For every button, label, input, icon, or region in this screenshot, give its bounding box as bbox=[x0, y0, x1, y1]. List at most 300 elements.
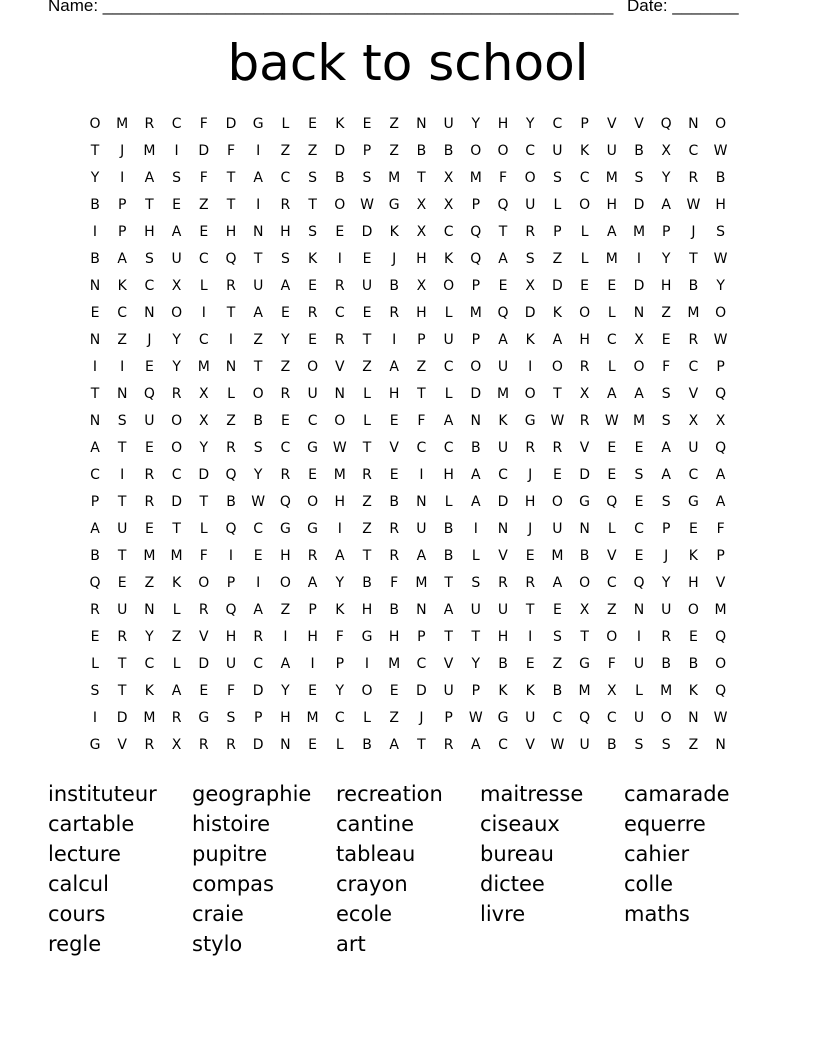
grid-letter: H bbox=[225, 629, 237, 645]
grid-letter: T bbox=[145, 197, 154, 213]
grid-letter: P bbox=[471, 197, 481, 213]
grid-letter: R bbox=[579, 359, 590, 375]
grid-letter: M bbox=[632, 413, 646, 429]
grid-letter: H bbox=[307, 629, 318, 645]
grid-letter: N bbox=[89, 278, 101, 294]
grid-letter: P bbox=[580, 116, 589, 132]
grid-letter: T bbox=[117, 440, 127, 456]
grid-letter: Q bbox=[579, 710, 591, 726]
grid-letter: M bbox=[388, 170, 401, 186]
grid-letter: V bbox=[498, 548, 508, 564]
grid-letter: N bbox=[416, 116, 427, 132]
grid-letter: V bbox=[607, 116, 617, 132]
grid-letter: R bbox=[525, 440, 536, 456]
grid-letter: T bbox=[525, 602, 535, 618]
grid-letter: S bbox=[634, 170, 644, 186]
grid-letter: I bbox=[473, 521, 478, 537]
grid-row bbox=[80, 138, 740, 165]
grid-letter: C bbox=[198, 251, 209, 267]
grid-letter: E bbox=[280, 305, 290, 321]
grid-letter: S bbox=[280, 251, 290, 267]
grid-letter: O bbox=[470, 359, 482, 375]
grid-letter: E bbox=[661, 332, 671, 348]
grid-letter: D bbox=[552, 278, 563, 294]
grid-row bbox=[80, 597, 740, 624]
grid-letter: Z bbox=[389, 710, 399, 726]
grid-letter: Y bbox=[281, 332, 290, 348]
grid-letter: A bbox=[607, 386, 617, 402]
grid-letter: A bbox=[280, 278, 291, 294]
grid-letter: U bbox=[552, 143, 563, 159]
grid-letter: C bbox=[280, 170, 291, 186]
grid-letter: B bbox=[688, 656, 699, 672]
grid-letter: D bbox=[361, 224, 373, 240]
grid-letter: P bbox=[335, 656, 345, 672]
grid-letter: M bbox=[551, 548, 564, 564]
grid-letter: U bbox=[525, 710, 536, 726]
grid-letter: E bbox=[144, 521, 154, 537]
grid-letter: Z bbox=[552, 656, 563, 672]
grid-letter: W bbox=[713, 143, 728, 159]
grid-letter: O bbox=[279, 575, 291, 591]
grid-letter: L bbox=[363, 386, 371, 402]
grid-row bbox=[80, 651, 740, 678]
grid-letter: P bbox=[471, 683, 481, 699]
grid-letter: C bbox=[498, 737, 508, 753]
grid-letter: V bbox=[715, 575, 726, 591]
grid-letter: R bbox=[525, 575, 536, 591]
grid-letter: P bbox=[90, 494, 100, 510]
grid-letter: O bbox=[89, 116, 101, 132]
grid-letter: V bbox=[634, 116, 644, 132]
grid-letter: O bbox=[307, 494, 319, 510]
grid-letter: X bbox=[443, 170, 454, 186]
grid-letter: D bbox=[252, 737, 264, 753]
grid-letter: S bbox=[661, 737, 671, 753]
word-list-item: cahier bbox=[624, 842, 690, 866]
grid-letter: U bbox=[497, 440, 509, 456]
grid-letter: B bbox=[253, 413, 263, 429]
grid-letter: E bbox=[308, 737, 318, 753]
grid-letter: N bbox=[334, 386, 346, 402]
grid-letter: Y bbox=[90, 170, 100, 186]
grid-letter: Z bbox=[144, 575, 155, 591]
grid-letter: G bbox=[361, 629, 373, 645]
grid-letter: B bbox=[90, 548, 100, 564]
grid-letter: N bbox=[416, 602, 427, 618]
grid-letter: K bbox=[117, 278, 127, 294]
grid-letter: L bbox=[363, 710, 371, 726]
grid-letter: N bbox=[252, 224, 264, 240]
grid-letter: E bbox=[607, 467, 617, 483]
grid-letter: M bbox=[143, 548, 156, 564]
grid-row bbox=[80, 408, 740, 435]
grid-letter: I bbox=[174, 143, 179, 159]
grid-letter: K bbox=[498, 683, 508, 699]
word-list-item: equerre bbox=[624, 812, 706, 836]
grid-letter: D bbox=[416, 683, 427, 699]
grid-letter: D bbox=[198, 656, 210, 672]
grid-letter: Z bbox=[171, 629, 182, 645]
grid-letter: B bbox=[579, 548, 590, 564]
grid-letter: Q bbox=[470, 251, 482, 267]
grid-letter: B bbox=[715, 170, 726, 186]
grid-letter: G bbox=[579, 656, 591, 672]
grid-letter: I bbox=[92, 710, 98, 726]
grid-letter: I bbox=[120, 467, 125, 483]
grid-letter: Y bbox=[172, 332, 181, 348]
grid-letter: H bbox=[715, 197, 726, 213]
grid-letter: P bbox=[661, 521, 671, 537]
grid-letter: H bbox=[225, 224, 237, 240]
grid-letter: Z bbox=[253, 332, 263, 348]
grid-letter: K bbox=[525, 683, 535, 699]
grid-letter: X bbox=[416, 278, 427, 294]
grid-letter: I bbox=[256, 143, 261, 159]
grid-letter: Q bbox=[497, 197, 509, 213]
grid-letter: U bbox=[225, 656, 237, 672]
grid-letter: J bbox=[120, 143, 125, 159]
grid-letter: X bbox=[416, 224, 427, 240]
grid-letter: U bbox=[361, 278, 373, 294]
grid-letter: T bbox=[498, 224, 508, 240]
grid-letter: M bbox=[660, 683, 673, 699]
grid-letter: O bbox=[524, 170, 536, 186]
grid-letter: E bbox=[580, 278, 590, 294]
grid-letter: Z bbox=[117, 332, 127, 348]
grid-letter: U bbox=[552, 521, 563, 537]
grid-letter: M bbox=[714, 602, 727, 618]
grid-letter: Y bbox=[335, 575, 345, 591]
grid-letter: L bbox=[553, 197, 562, 213]
grid-letter: R bbox=[280, 197, 291, 213]
grid-letter: N bbox=[280, 737, 291, 753]
word-list-item: cantine bbox=[336, 812, 415, 836]
grid-letter: E bbox=[308, 116, 318, 132]
grid-letter: T bbox=[117, 548, 127, 564]
grid-letter: Q bbox=[470, 224, 482, 240]
grid-letter: C bbox=[334, 710, 345, 726]
grid-letter: X bbox=[525, 278, 535, 294]
word-list-item: crayon bbox=[336, 872, 408, 896]
grid-letter: C bbox=[688, 467, 699, 483]
grid-letter: G bbox=[307, 521, 319, 537]
grid-letter: O bbox=[579, 575, 591, 591]
grid-letter: C bbox=[144, 278, 155, 294]
grid-letter: F bbox=[417, 413, 426, 429]
grid-letter: T bbox=[417, 386, 426, 402]
grid-letter: H bbox=[524, 494, 536, 510]
grid-letter: A bbox=[171, 224, 182, 240]
word-list-item: craie bbox=[192, 902, 244, 926]
grid-letter: T bbox=[362, 548, 372, 564]
grid-letter: S bbox=[634, 467, 644, 483]
grid-letter: B bbox=[443, 521, 454, 537]
grid-letter: F bbox=[226, 683, 236, 699]
grid-letter: S bbox=[226, 710, 236, 726]
grid-letter: L bbox=[607, 305, 616, 321]
word-list-item: maths bbox=[624, 902, 690, 926]
grid-letter: L bbox=[444, 494, 453, 510]
grid-row bbox=[80, 732, 740, 759]
grid-letter: Q bbox=[225, 521, 237, 537]
grid-letter: W bbox=[686, 197, 701, 213]
grid-letter: H bbox=[416, 305, 427, 321]
grid-letter: S bbox=[90, 683, 100, 699]
grid-letter: A bbox=[144, 170, 155, 186]
grid-letter: V bbox=[389, 440, 399, 456]
grid-letter: O bbox=[660, 710, 672, 726]
grid-letter: T bbox=[117, 656, 127, 672]
grid-letter: S bbox=[552, 170, 562, 186]
grid-letter: W bbox=[713, 332, 728, 348]
grid-letter: J bbox=[691, 224, 696, 240]
grid-letter: E bbox=[280, 413, 290, 429]
grid-letter: T bbox=[199, 494, 209, 510]
grid-letter: R bbox=[307, 548, 318, 564]
grid-letter: I bbox=[228, 548, 234, 564]
grid-letter: Q bbox=[497, 305, 509, 321]
grid-letter: H bbox=[144, 224, 155, 240]
grid-letter: I bbox=[528, 629, 533, 645]
grid-letter: M bbox=[605, 251, 618, 267]
grid-letter: I bbox=[228, 332, 234, 348]
grid-letter: O bbox=[551, 494, 563, 510]
grid-letter: Q bbox=[225, 467, 237, 483]
grid-letter: C bbox=[688, 143, 699, 159]
grid-letter: U bbox=[253, 278, 264, 294]
grid-letter: G bbox=[252, 116, 264, 132]
grid-letter: P bbox=[417, 332, 426, 348]
grid-letter: L bbox=[363, 413, 371, 429]
grid-letter: M bbox=[143, 143, 156, 159]
grid-letter: W bbox=[360, 197, 374, 213]
grid-letter: U bbox=[497, 359, 509, 375]
grid-letter: S bbox=[362, 170, 372, 186]
grid-letter: X bbox=[579, 386, 590, 402]
grid-letter: L bbox=[444, 386, 453, 402]
grid-letter: U bbox=[633, 710, 645, 726]
grid-letter: C bbox=[416, 440, 427, 456]
grid-letter: R bbox=[307, 305, 318, 321]
grid-row bbox=[80, 705, 740, 732]
grid-letter: T bbox=[580, 629, 589, 645]
grid-letter: R bbox=[688, 332, 699, 348]
grid-letter: L bbox=[199, 521, 208, 537]
word-list-item: colle bbox=[624, 872, 673, 896]
grid-letter: H bbox=[388, 629, 400, 645]
grid-letter: H bbox=[497, 629, 509, 645]
grid-letter: Q bbox=[225, 602, 237, 618]
grid-letter: K bbox=[335, 602, 345, 618]
grid-letter: N bbox=[144, 305, 155, 321]
grid-letter: L bbox=[607, 521, 616, 537]
grid-letter: A bbox=[607, 224, 617, 240]
grid-letter: U bbox=[144, 413, 155, 429]
grid-letter: P bbox=[716, 359, 725, 375]
grid-letter: T bbox=[253, 359, 263, 375]
grid-letter: Y bbox=[253, 467, 263, 483]
grid-letter: I bbox=[120, 359, 125, 375]
word-list-item: ecole bbox=[336, 902, 393, 926]
grid-letter: V bbox=[579, 440, 590, 456]
grid-letter: E bbox=[199, 683, 209, 699]
grid-letter: A bbox=[253, 170, 263, 186]
grid-letter: R bbox=[253, 629, 264, 645]
grid-letter: P bbox=[417, 629, 426, 645]
grid-letter: J bbox=[664, 548, 669, 564]
grid-letter: Q bbox=[143, 386, 155, 402]
grid-letter: I bbox=[337, 251, 342, 267]
grid-letter: O bbox=[687, 602, 699, 618]
grid-letter: C bbox=[198, 332, 209, 348]
grid-letter: G bbox=[497, 710, 509, 726]
grid-letter: L bbox=[471, 548, 480, 564]
grid-letter: O bbox=[198, 575, 210, 591]
grid-letter: G bbox=[198, 710, 210, 726]
grid-letter: W bbox=[251, 494, 266, 510]
grid-letter: V bbox=[117, 737, 127, 753]
grid-letter: K bbox=[525, 332, 535, 348]
grid-letter: Z bbox=[307, 143, 318, 159]
word-list-item: calcul bbox=[48, 872, 109, 896]
grid-letter: D bbox=[225, 116, 237, 132]
grid-letter: T bbox=[226, 170, 236, 186]
grid-letter: Z bbox=[362, 521, 372, 537]
grid-letter: M bbox=[605, 170, 618, 186]
grid-letter: H bbox=[660, 278, 672, 294]
grid-letter: R bbox=[171, 386, 182, 402]
grid-letter: N bbox=[225, 359, 237, 375]
grid-letter: S bbox=[525, 251, 535, 267]
grid-letter: Q bbox=[225, 251, 237, 267]
grid-letter: R bbox=[117, 629, 128, 645]
grid-letter: L bbox=[580, 224, 589, 240]
grid-letter: E bbox=[607, 440, 617, 456]
grid-letter: L bbox=[444, 305, 453, 321]
word-list-item: geographie bbox=[192, 782, 312, 806]
grid-letter: K bbox=[498, 413, 508, 429]
grid-letter: N bbox=[416, 494, 427, 510]
grid-letter: E bbox=[688, 629, 698, 645]
grid-letter: C bbox=[171, 116, 182, 132]
grid-letter: R bbox=[389, 548, 400, 564]
grid-letter: M bbox=[687, 305, 700, 321]
grid-letter: D bbox=[470, 386, 482, 402]
grid-letter: C bbox=[688, 359, 699, 375]
word-list-item: art bbox=[336, 932, 366, 956]
header bbox=[48, 0, 748, 18]
grid-letter: D bbox=[334, 143, 346, 159]
grid-letter: G bbox=[89, 737, 101, 753]
grid-letter: L bbox=[227, 386, 235, 402]
grid-letter: O bbox=[470, 143, 482, 159]
grid-letter: O bbox=[715, 656, 727, 672]
grid-letter: U bbox=[579, 737, 590, 753]
grid-letter: C bbox=[606, 332, 617, 348]
grid-letter: F bbox=[226, 143, 236, 159]
grid-letter: I bbox=[636, 251, 642, 267]
grid-letter: U bbox=[171, 251, 182, 267]
grid-letter: R bbox=[280, 467, 291, 483]
grid-letter: X bbox=[443, 197, 454, 213]
grid-letter: E bbox=[362, 251, 372, 267]
grid-letter: D bbox=[252, 683, 264, 699]
grid-letter: A bbox=[307, 575, 318, 591]
grid-letter: E bbox=[389, 413, 399, 429]
grid-row bbox=[80, 462, 740, 489]
grid-letter: Y bbox=[199, 440, 209, 456]
grid-letter: C bbox=[171, 467, 182, 483]
grid-letter: A bbox=[498, 251, 508, 267]
grid-letter: N bbox=[633, 305, 645, 321]
grid-letter: D bbox=[198, 143, 210, 159]
grid-letter: J bbox=[392, 251, 397, 267]
grid-letter: E bbox=[362, 305, 372, 321]
grid-letter: V bbox=[199, 629, 209, 645]
grid-letter: C bbox=[525, 143, 536, 159]
grid-letter: R bbox=[334, 278, 345, 294]
grid-letter: P bbox=[553, 224, 562, 240]
grid-letter: Z bbox=[389, 143, 399, 159]
grid-letter: I bbox=[283, 629, 288, 645]
grid-letter: F bbox=[662, 359, 671, 375]
grid-letter: O bbox=[334, 413, 346, 429]
grid-letter: K bbox=[552, 305, 562, 321]
grid-letter: H bbox=[688, 575, 699, 591]
grid-letter: Q bbox=[715, 386, 727, 402]
grid-letter: X bbox=[199, 386, 209, 402]
grid-letter: C bbox=[498, 467, 508, 483]
grid-letter: F bbox=[199, 116, 208, 132]
grid-letter: S bbox=[634, 737, 644, 753]
grid-row bbox=[80, 570, 740, 597]
grid-letter: H bbox=[579, 332, 590, 348]
grid-letter: B bbox=[443, 143, 454, 159]
grid-letter: Q bbox=[633, 575, 645, 591]
grid-letter: R bbox=[226, 278, 236, 294]
grid-letter: T bbox=[417, 170, 426, 186]
grid-row bbox=[80, 219, 740, 246]
grid-row bbox=[80, 111, 740, 138]
grid-letter: W bbox=[550, 737, 565, 753]
grid-letter: B bbox=[443, 548, 454, 564]
grid-letter: N bbox=[688, 710, 699, 726]
grid-letter: M bbox=[388, 656, 401, 672]
grid-letter: T bbox=[689, 251, 698, 267]
grid-letter: A bbox=[471, 467, 481, 483]
word-list-item: lecture bbox=[48, 842, 121, 866]
grid-letter: V bbox=[335, 359, 345, 375]
grid-letter: E bbox=[362, 116, 372, 132]
grid-letter: M bbox=[469, 305, 482, 321]
grid-letter: D bbox=[497, 494, 509, 510]
grid-letter: A bbox=[335, 548, 345, 564]
grid-letter: C bbox=[552, 710, 563, 726]
grid-row bbox=[80, 543, 740, 570]
grid-letter: L bbox=[172, 602, 181, 618]
grid-letter: E bbox=[308, 683, 318, 699]
grid-letter: U bbox=[416, 521, 427, 537]
grid-letter: N bbox=[89, 413, 101, 429]
grid-letter: R bbox=[552, 440, 563, 456]
grid-row bbox=[80, 192, 740, 219]
grid-letter: Q bbox=[715, 440, 727, 456]
grid-letter: O bbox=[633, 359, 645, 375]
grid-letter: W bbox=[713, 710, 728, 726]
grid-letter: Q bbox=[715, 629, 727, 645]
grid-letter: Y bbox=[145, 629, 154, 645]
